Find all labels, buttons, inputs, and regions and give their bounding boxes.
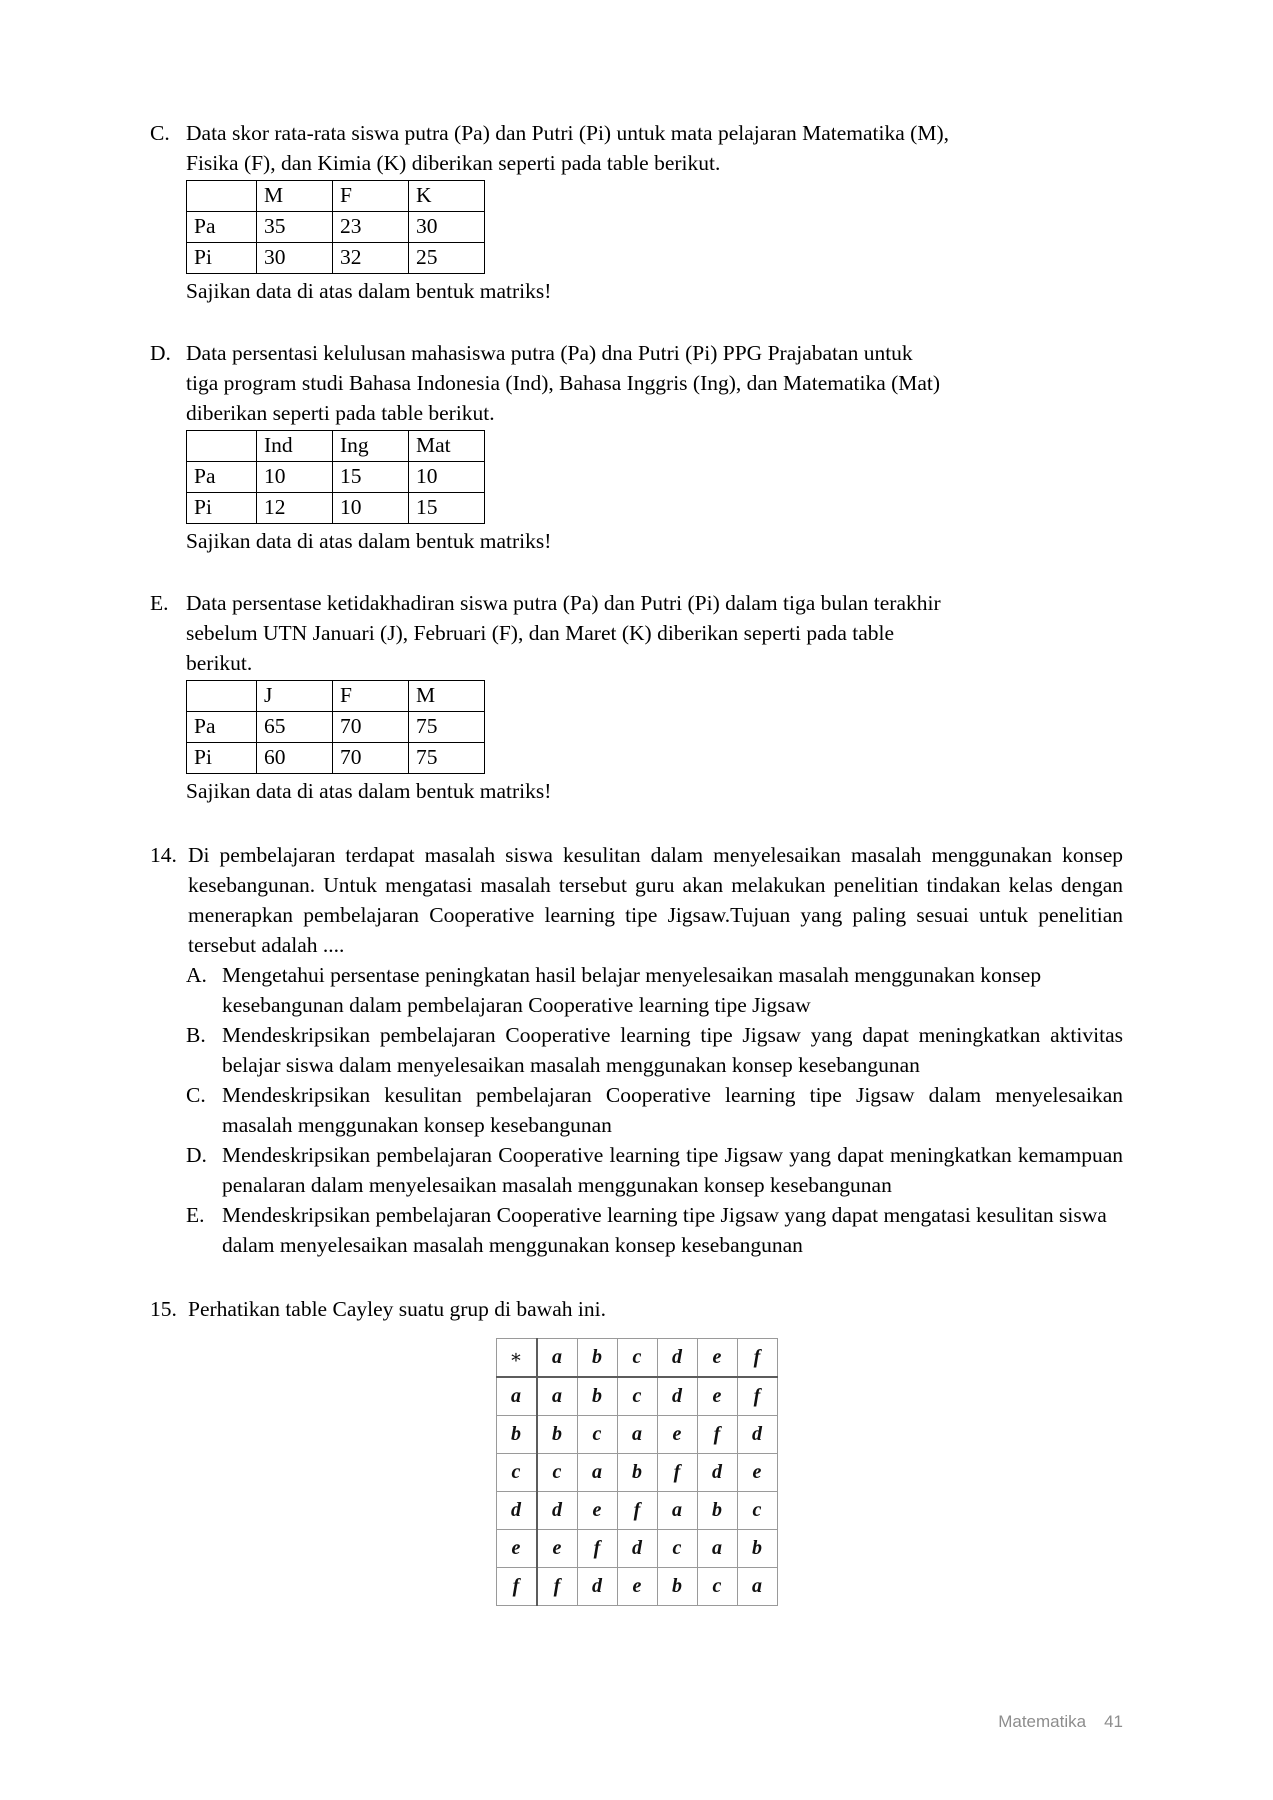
cayley-cell: f [537,1568,578,1606]
cayley-cell: a [737,1568,777,1606]
question-15-stem: Perhatikan table Cayley suatu grup di bawah ini. [188,1297,606,1321]
cayley-cell: b [737,1530,777,1568]
cayley-cell: d [697,1454,737,1492]
cayley-header-cell: d [657,1339,697,1378]
choice-e-marker: E. [186,1203,205,1227]
cayley-row-label: b [496,1416,537,1454]
section-e-closing: Sajikan data di atas dalam bentuk matriks! [186,779,552,803]
cayley-cell: d [617,1530,657,1568]
table-header-cell: Mat [409,431,485,462]
table-row [187,431,485,462]
cayley-header-cell: f [737,1339,777,1378]
table-cell: 70 [333,743,409,774]
table-cell: 32 [333,243,409,274]
cayley-cell: a [657,1492,697,1530]
section-d-marker: D. [150,341,171,365]
table-corner-cell [187,431,257,462]
footer-subject: Matematika [998,1712,1087,1731]
cayley-cell: b [617,1454,657,1492]
table-cell: 70 [333,712,409,743]
section-d-intro-text [186,338,1123,428]
cayley-cell: b [657,1568,697,1606]
section-c-intro-line-1: Data skor rata-rata siswa putra (Pa) dan Putri (Pi) untuk mata pelajaran Matematika (M), [186,121,949,145]
cayley-cell: c [697,1568,737,1606]
table-cell: 60 [257,743,333,774]
cayley-cell: e [577,1492,617,1530]
cayley-cell: f [617,1492,657,1530]
choice-b-text: Mendeskripsikan pembelajaran Cooperative learning tipe Jigsaw yang dapat meningkatkan aktivitas belajar siswa dalam menyelesaikan masalah menggunakan konsep kesebangunan [222,1023,1123,1077]
table-row-label: Pi [187,493,257,524]
table-cell: 35 [257,212,333,243]
section-d-intro-line-1: Data persentasi kelulusan mahasiswa putra (Pa) dna Putri (Pi) PPG Prajabatan untuk [186,341,913,365]
choice-e[interactable] [150,1200,1123,1260]
table-header-cell: M [257,181,333,212]
table-header-cell: Ing [333,431,409,462]
section-c-intro-line-2: Fisika (F), dan Kimia (K) diberikan seperti pada table berikut. [186,151,721,175]
cayley-cell: a [577,1454,617,1492]
question-15 [150,1294,1123,1606]
cayley-row [496,1530,777,1568]
cayley-row-label: e [496,1530,537,1568]
cayley-header-cell: b [577,1339,617,1378]
cayley-table [496,1338,778,1606]
section-d-closing: Sajikan data di atas dalam bentuk matriks! [186,529,552,553]
section-e-intro-line-1: Data persentase ketidakhadiran siswa putra (Pa) dan Putri (Pi) dalam tiga bulan terakhir [186,591,941,615]
choice-a-text: Mengetahui persentase peningkatan hasil belajar menyelesaikan masalah menggunakan konsep kesebangunan dalam pembelajaran Cooperative learning tipe Jigsaw [222,963,1042,1017]
table-header-cell: J [257,681,333,712]
table-row-label: Pi [187,243,257,274]
table-row [187,743,485,774]
cayley-cell: d [657,1377,697,1416]
table-row-label: Pa [187,712,257,743]
cayley-cell: f [697,1416,737,1454]
cayley-cell: e [737,1454,777,1492]
section-e-marker: E. [150,591,169,615]
table-cell: 65 [257,712,333,743]
choice-d-text: Mendeskripsikan pembelajaran Cooperative learning tipe Jigsaw yang dapat meningkatkan kemampuan penalaran dalam menyelesaikan masalah menggunakan konsep kesebangunan [222,1143,1123,1197]
question-14-number: 14. [150,843,177,867]
table-row [187,212,485,243]
table-row [187,243,485,274]
cayley-cell: b [577,1377,617,1416]
table-cell: 10 [257,462,333,493]
choice-c-marker: C. [186,1083,206,1107]
choice-c[interactable] [150,1080,1123,1140]
cayley-cell: f [577,1530,617,1568]
cayley-cell: a [537,1377,578,1416]
choice-b-marker: B. [186,1023,206,1047]
table-corner-cell [187,181,257,212]
cayley-cell: c [577,1416,617,1454]
cayley-header-cell: c [617,1339,657,1378]
question-14-stem: Di pembelajaran terdapat masalah siswa kesulitan dalam menyelesaikan masalah menggunakan konsep kesebangunan. Untuk mengatasi masalah tersebut guru akan melakukan penelitian tindakan kelas dengan menerapkan pembelajaran Cooperative learning tipe Jigsaw.Tujuan yang paling sesuai untuk penelitian tersebut adalah .... [188,843,1123,957]
choice-e-text: Mendeskripsikan pembelajaran Cooperative learning tipe Jigsaw yang dapat mengatasi kesulitan siswa dalam menyelesaikan masalah menggunakan konsep kesebangunan [222,1203,1107,1257]
choice-d[interactable] [150,1140,1123,1200]
table-cell: 30 [409,212,485,243]
section-c [150,118,1123,306]
table-cell: 15 [409,493,485,524]
table-row-label: Pi [187,743,257,774]
table-row-label: Pa [187,212,257,243]
page-footer [998,1712,1123,1732]
cayley-cell: c [537,1454,578,1492]
section-c-marker: C. [150,121,170,145]
cayley-cell: a [617,1416,657,1454]
cayley-cell: e [617,1568,657,1606]
table-row [187,181,485,212]
table-cell: 25 [409,243,485,274]
question-15-number: 15. [150,1297,177,1321]
cayley-cell: d [737,1416,777,1454]
section-e [150,588,1123,806]
section-e-intro-line-3: berikut. [186,651,253,675]
data-table-e [186,680,485,774]
cayley-table-wrapper [150,1338,1123,1606]
cayley-cell: e [697,1377,737,1416]
cayley-header-cell: a [537,1339,578,1378]
table-header-cell: K [409,181,485,212]
cayley-cell: e [657,1416,697,1454]
choice-a-marker: A. [186,963,207,987]
cayley-row-label: d [496,1492,537,1530]
section-c-closing: Sajikan data di atas dalam bentuk matriks! [186,279,552,303]
table-row-label: Pa [187,462,257,493]
table-cell: 75 [409,743,485,774]
section-c-intro-text [186,118,1123,178]
data-table-c [186,180,485,274]
cayley-cell: c [737,1492,777,1530]
cayley-cell: f [737,1377,777,1416]
cayley-row-label: c [496,1454,537,1492]
cayley-cell: f [657,1454,697,1492]
cayley-row [496,1568,777,1606]
section-e-intro-line-2: sebelum UTN Januari (J), Februari (F), dan Maret (K) diberikan seperti pada table [186,621,895,645]
choice-d-marker: D. [186,1143,207,1167]
question-14-choices [150,960,1123,1260]
table-cell: 75 [409,712,485,743]
section-d-intro [150,338,1123,428]
section-e-intro-text [186,588,1123,678]
cayley-row [496,1492,777,1530]
cayley-cell: e [537,1530,578,1568]
table-cell: 10 [333,493,409,524]
section-d-intro-line-3: diberikan seperti pada table berikut. [186,401,495,425]
section-d-intro-line-2: tiga program studi Bahasa Indonesia (Ind), Bahasa Inggris (Ing), dan Matematika (Mat) [186,371,941,395]
cayley-header-row [496,1339,777,1378]
section-d [150,338,1123,556]
cayley-row-label: f [496,1568,537,1606]
cayley-cell: b [697,1492,737,1530]
table-header-cell: F [333,681,409,712]
table-row [187,681,485,712]
cayley-cell: c [657,1530,697,1568]
cayley-cell: d [537,1492,578,1530]
data-table-d [186,430,485,524]
table-header-cell: M [409,681,485,712]
table-cell: 15 [333,462,409,493]
table-cell: 10 [409,462,485,493]
choice-c-text: Mendeskripsikan kesulitan pembelajaran Cooperative learning tipe Jigsaw dalam menyelesaikan masalah menggunakan konsep kesebangunan [222,1083,1123,1137]
table-cell: 23 [333,212,409,243]
table-row [187,462,485,493]
table-row [187,493,485,524]
cayley-row [496,1377,777,1416]
cayley-operator-cell: ∗ [496,1339,537,1378]
cayley-row [496,1416,777,1454]
table-cell: 30 [257,243,333,274]
cayley-cell: d [577,1568,617,1606]
choice-b[interactable] [150,1020,1123,1080]
cayley-cell: b [537,1416,578,1454]
cayley-header-cell: e [697,1339,737,1378]
cayley-row-label: a [496,1377,537,1416]
choice-a[interactable] [150,960,1123,1020]
cayley-row [496,1454,777,1492]
question-14-stem-row [150,840,1123,960]
question-14 [150,840,1123,1260]
footer-page-number: 41 [1104,1712,1123,1731]
section-c-intro [150,118,1123,178]
table-cell: 12 [257,493,333,524]
question-15-stem-row [150,1294,1123,1324]
sections-container [150,118,1123,806]
cayley-cell: c [617,1377,657,1416]
cayley-cell: a [697,1530,737,1568]
section-e-intro [150,588,1123,678]
table-header-cell: Ind [257,431,333,462]
table-corner-cell [187,681,257,712]
table-row [187,712,485,743]
table-header-cell: F [333,181,409,212]
